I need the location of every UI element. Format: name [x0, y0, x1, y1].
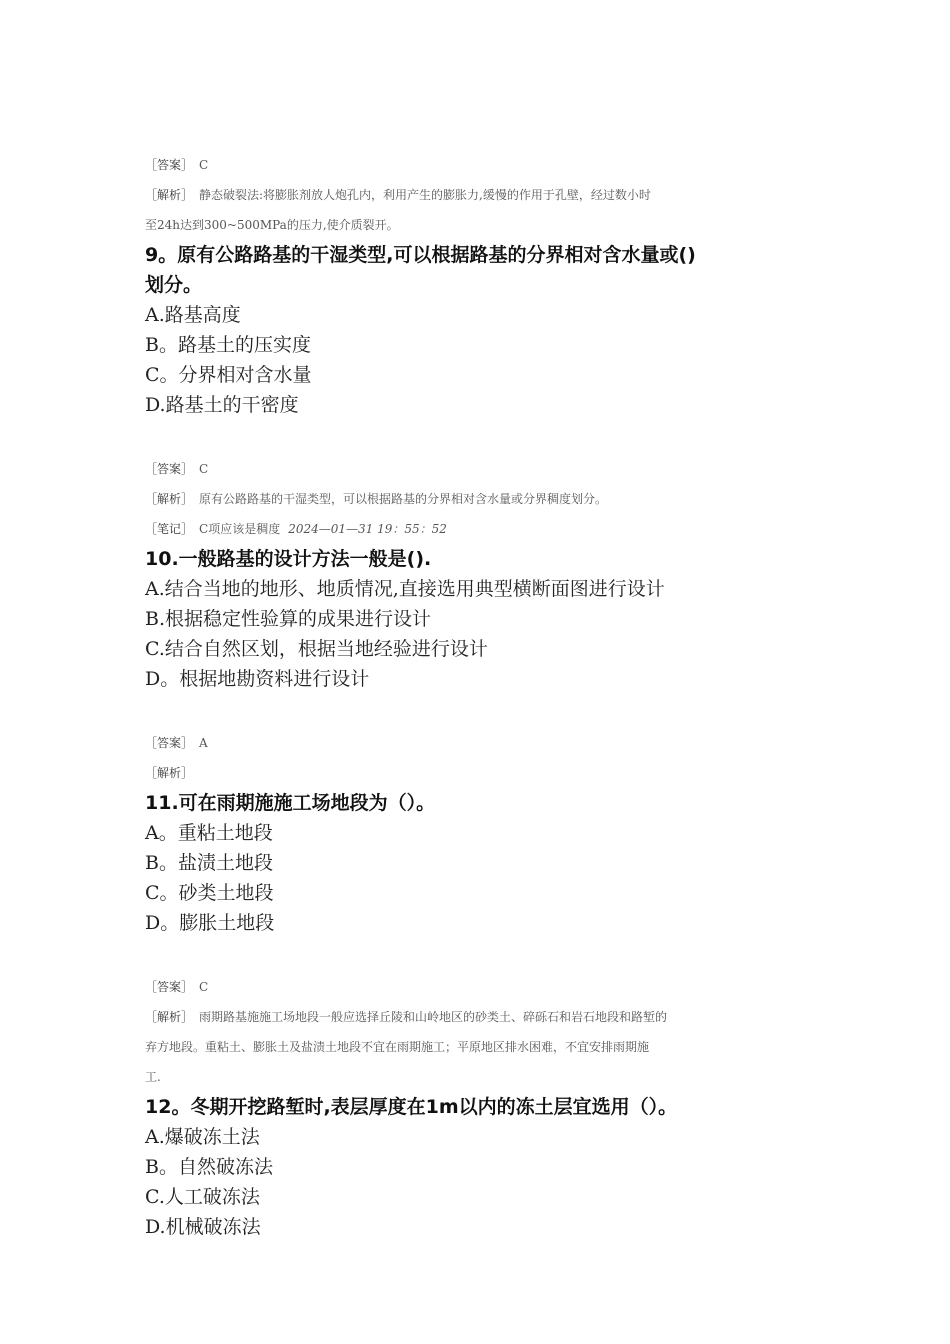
- option-d: D。膨胀土地段: [145, 912, 275, 934]
- option-a: A.爆破冻土法: [145, 1126, 260, 1148]
- option-c: C。砂类土地段: [145, 882, 274, 904]
- answer-line: ［答案］ C: [145, 980, 209, 994]
- spacer: [145, 420, 815, 454]
- question-title: 9。原有公路路基的干湿类型,可以根据路基的分界相对含水量或(): [145, 244, 696, 266]
- option-c: C.结合自然区划，根据当地经验进行设计: [145, 638, 488, 660]
- option-d: D.机械破冻法: [145, 1216, 261, 1238]
- note-line: ［笔记］ C项应该是稠度 2024—01—31 19：55：52: [145, 522, 447, 536]
- analysis-line: ［解析］: [145, 766, 194, 780]
- analysis-line: ［解析］ 原有公路路基的干湿类型，可以根据路基的分界相对含水量或分界稠度划分。: [145, 492, 608, 506]
- question-title: 划分。: [145, 274, 203, 296]
- option-d: D.路基土的干密度: [145, 394, 299, 416]
- option-a: A.结合当地的地形、地质情况,直接选用典型横断面图进行设计: [145, 578, 665, 600]
- option-b: B。路基土的压实度: [145, 334, 311, 356]
- analysis-line: 至24h达到300~500MPa的压力,使介质裂开。: [145, 218, 399, 232]
- option-b: B。自然破冻法: [145, 1156, 273, 1178]
- analysis-line: 工.: [145, 1070, 161, 1084]
- answer-line: ［答案］ C: [145, 462, 209, 476]
- option-a: A.路基高度: [145, 304, 241, 326]
- answer-line: ［答案］ A: [145, 736, 208, 750]
- option-c: C。分界相对含水量: [145, 364, 312, 386]
- analysis-line: ［解析］ 雨期路基施施工场地段一般应选择丘陵和山岭地区的砂类土、碎砾石和岩石地段和路堑的: [145, 1010, 668, 1024]
- option-a: A。重粘土地段: [145, 822, 273, 844]
- document-page: [145, 150, 815, 1242]
- question-title: 10.一般路基的设计方法一般是().: [145, 548, 432, 570]
- question-title: 12。冬期开挖路堑时,表层厚度在1m以内的冻土层宜选用（）。: [145, 1096, 678, 1118]
- option-d: D。根据地勘资料进行设计: [145, 668, 370, 690]
- option-b: B。盐渍土地段: [145, 852, 273, 874]
- spacer: [145, 694, 815, 728]
- option-c: C.人工破冻法: [145, 1186, 260, 1208]
- spacer: [145, 938, 815, 972]
- analysis-line: 弃方地段。重粘土、膨胀土及盐渍土地段不宜在雨期施工；平原地区排水困难，不宜安排雨期施: [145, 1040, 650, 1054]
- option-b: B.根据稳定性验算的成果进行设计: [145, 608, 432, 630]
- question-title: 11.可在雨期施施工场地段为（）。: [145, 792, 436, 814]
- analysis-line: ［解析］ 静态破裂法:将膨胀剂放人炮孔内，利用产生的膨胀力,缓慢的作用于孔壁，经过数小时: [145, 188, 651, 202]
- answer-line: ［答案］ C: [145, 158, 209, 172]
